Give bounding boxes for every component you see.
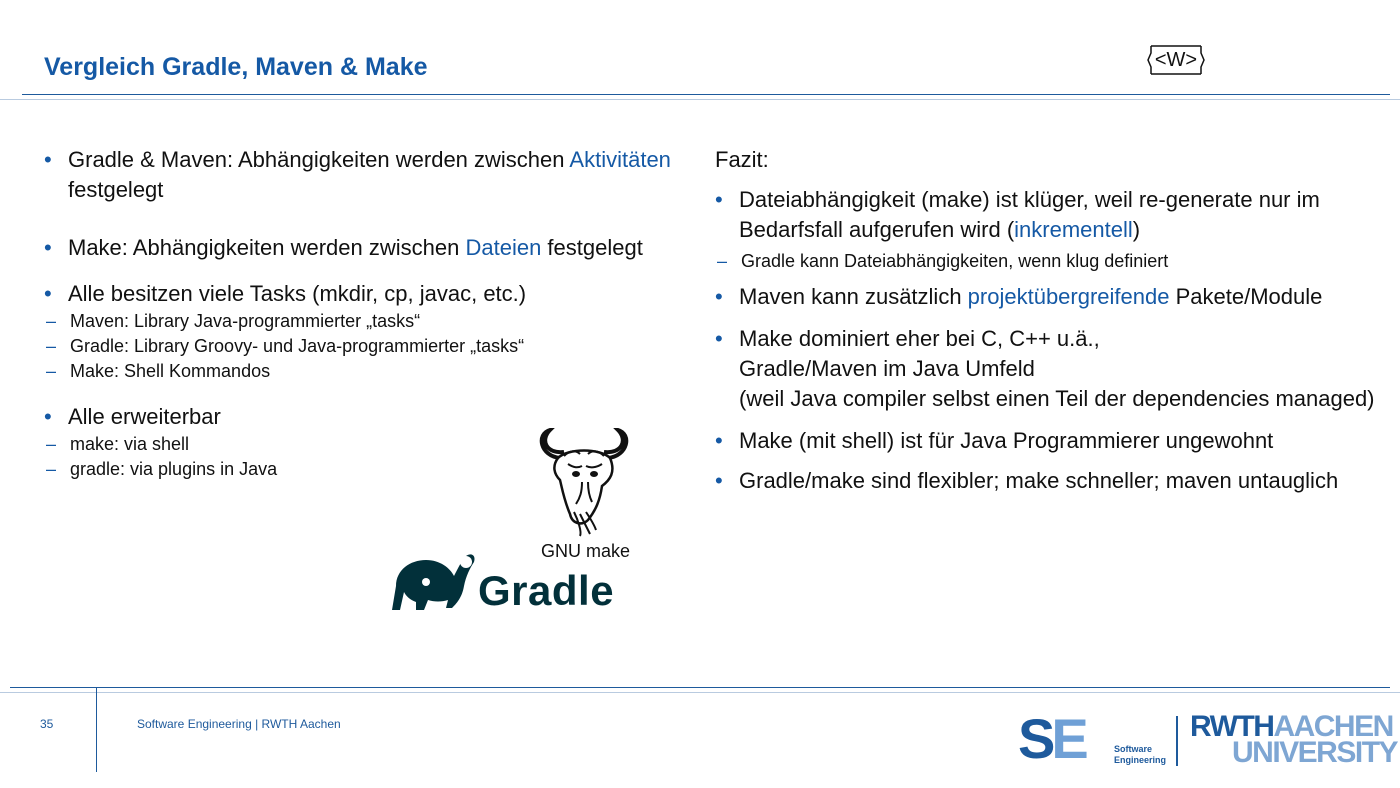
highlight-dateien: Dateien bbox=[465, 235, 542, 260]
gnu-logo bbox=[530, 428, 640, 543]
page-title: Vergleich Gradle, Maven & Make bbox=[44, 53, 428, 81]
sub-make: – Make: Shell Kommandos bbox=[44, 359, 704, 384]
sub-maven: – Maven: Library Java-programmierter „tasks“ bbox=[44, 309, 704, 334]
highlight-inkrementell: inkrementell bbox=[1014, 217, 1133, 242]
rwth-logo-bottom: UNIVERSITY bbox=[1232, 736, 1398, 769]
fazit-bullet-make-dominiert: • Make dominiert eher bei C, C++ u.ä., Gradle/Maven im Java Umfeld (weil Java compiler selbst einen Teil der dependencies managed) bbox=[715, 324, 1385, 414]
right-column bbox=[715, 145, 1385, 496]
fazit-heading: Fazit: bbox=[715, 147, 769, 172]
se-logo-subtitle: Software Engineering bbox=[1114, 744, 1167, 765]
sub-make-shell: – make: via shell bbox=[44, 432, 704, 457]
gnu-head-icon bbox=[530, 428, 638, 538]
fazit-bullet-dateiabhaengigkeit: • Dateiabhängigkeit (make) ist klüger, weil re-generate nur im Bedarfsfall aufgerufen wird (inkrementell) bbox=[715, 185, 1385, 245]
gradle-wordmark: Gradle bbox=[478, 567, 615, 614]
rwth-logo-top: RWTHAACHEN bbox=[1190, 710, 1393, 743]
header-rule bbox=[22, 94, 1390, 95]
bullet-make: • Make: Abhängigkeiten werden zwischen Dateien festgelegt bbox=[44, 233, 704, 263]
gradle-elephant-icon bbox=[386, 546, 476, 612]
fazit-bullet-maven: • Maven kann zusätzlich projektübergreifende Pakete/Module bbox=[715, 282, 1385, 312]
bullet-gradle-maven: • Gradle & Maven: Abhängigkeiten werden zwischen Aktivitäten festgelegt bbox=[44, 145, 704, 205]
bullet-erweiterbar: • Alle erweiterbar bbox=[44, 402, 704, 432]
sub-gradle-plugins: – gradle: via plugins in Java bbox=[44, 457, 704, 482]
highlight-projektuebergreifende: projektübergreifende bbox=[967, 284, 1170, 309]
footer-rule bbox=[10, 687, 1390, 688]
se-logo bbox=[1018, 713, 1110, 763]
badge-text: <W> bbox=[1154, 48, 1198, 71]
fazit-sub-gradle: – Gradle kann Dateiabhängigkeiten, wenn klug definiert bbox=[715, 249, 1385, 274]
fazit-bullet-flexibel: • Gradle/make sind flexibler; make schneller; maven untauglich bbox=[715, 466, 1385, 496]
highlight-aktivitaeten: Aktivitäten bbox=[569, 147, 671, 172]
footer-rule-light bbox=[0, 692, 1400, 693]
se-logo-text: SE bbox=[1018, 713, 1085, 763]
header-rule-light bbox=[0, 99, 1400, 100]
page-number: 35 bbox=[40, 717, 54, 731]
fazit-bullet-make-shell: • Make (mit shell) ist für Java Programmierer ungewohnt bbox=[715, 426, 1385, 456]
gnu-make-label: GNU make bbox=[541, 541, 631, 561]
footer-divider bbox=[96, 688, 97, 772]
logo-divider bbox=[1176, 716, 1178, 766]
w-badge bbox=[1147, 45, 1205, 75]
bullet-tasks: • Alle besitzen viele Tasks (mkdir, cp, javac, etc.) bbox=[44, 279, 704, 309]
footer-text: Software Engineering | RWTH Aachen bbox=[137, 717, 341, 731]
sub-gradle: – Gradle: Library Groovy- und Java-programmierter „tasks“ bbox=[44, 334, 704, 359]
